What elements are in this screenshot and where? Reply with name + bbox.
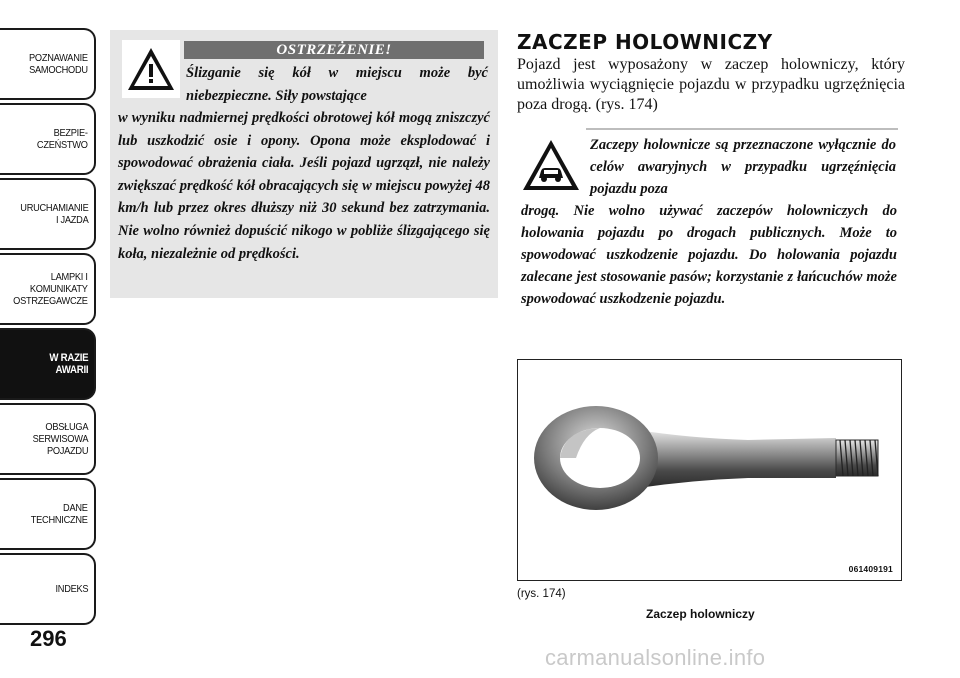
tab-obsluga-serwisowa[interactable] xyxy=(0,403,96,475)
section-heading: ZACZEP HOLOWNICZY xyxy=(517,30,773,54)
warning-text-first: Ślizganie się kół w miejscu może być niebezpieczne. Siły powstające xyxy=(186,65,488,104)
tab-label: BEZPIE- CZEŃSTWO xyxy=(37,127,88,151)
tab-label: LAMPKI I KOMUNIKATY OSTRZEGAWCZE xyxy=(13,271,89,307)
watermark: carmanualsonline.info xyxy=(545,645,766,670)
warning-text-rest: w wyniku nadmiernej prędkości obrotowej kół mogą zniszczyć lub uszkodzić osie i opony. Opona może eksplodować i spowodować obrażenia ciała. Jeśli pojazd ugrzązł, nie należy zwiększać prędkość kół obracających się w miejscu powyżej 48 km/h lub przez okres dłuższy niż 30 sekund bez zatrzymania. Nie wolno również dopuścić nikogo w pobliże ślizgającego się koła, niezależnie od prędkości. xyxy=(118,110,490,262)
car-warning-icon xyxy=(521,138,581,194)
note-text-first: Zaczepy holownicze są przeznaczone wyłącznie do celów awaryjnych w przypadku ugrzęźnięcia pojazdu poza xyxy=(590,137,896,197)
tab-label: OBSŁUGA SERWISOWA POJAZDU xyxy=(32,421,88,457)
tab-lampki-i-komunikaty[interactable] xyxy=(0,253,96,325)
page-number: 296 xyxy=(30,626,67,651)
tab-dane-techniczne[interactable] xyxy=(0,478,96,550)
figure-code: 061409191 xyxy=(848,564,893,574)
section-intro: Pojazd jest wyposażony w zaczep holowniczy, który umożliwia wyciągnięcie pojazdu w przypadku ugrzęźnięcia poza drogą. (rys. 174) xyxy=(517,56,905,113)
tab-w-razie-awarii[interactable] xyxy=(0,328,96,400)
warning-title: OSTRZEŻENIE! xyxy=(184,41,484,59)
tab-uruchamianie-i-jazda[interactable] xyxy=(0,178,96,250)
figure-tow-hook xyxy=(517,359,902,581)
tab-poznawanie-samochodu[interactable] xyxy=(0,28,96,100)
figure-reference: (rys. 174) xyxy=(517,588,566,600)
tab-label: DANE TECHNICZNE xyxy=(31,502,88,526)
tab-indeks[interactable] xyxy=(0,553,96,625)
tab-label: URUCHAMIANIE I JAZDA xyxy=(19,202,88,226)
tab-label: INDEKS xyxy=(55,583,88,595)
tab-bezpieczenstwo[interactable] xyxy=(0,103,96,175)
tow-hook-illustration xyxy=(518,360,900,579)
note-divider xyxy=(586,128,898,130)
tab-label: POZNAWANIE SAMOCHODU xyxy=(29,52,89,76)
figure-caption: Zaczep holowniczy xyxy=(646,607,755,621)
note-text-rest: drogą. Nie wolno używać zaczepów holowniczych do holowania pojazdu po drogach publicznych. Może to spowodować uszkodzenie pojazdu. Do holowania pojazdu zalecane jest stosowanie pasów; korzystanie z łańcuchów może spowodować uszkodzenie pojazdu. xyxy=(521,203,897,307)
tab-label: W RAZIE AWARII xyxy=(48,352,88,376)
warning-triangle-icon xyxy=(122,40,180,98)
